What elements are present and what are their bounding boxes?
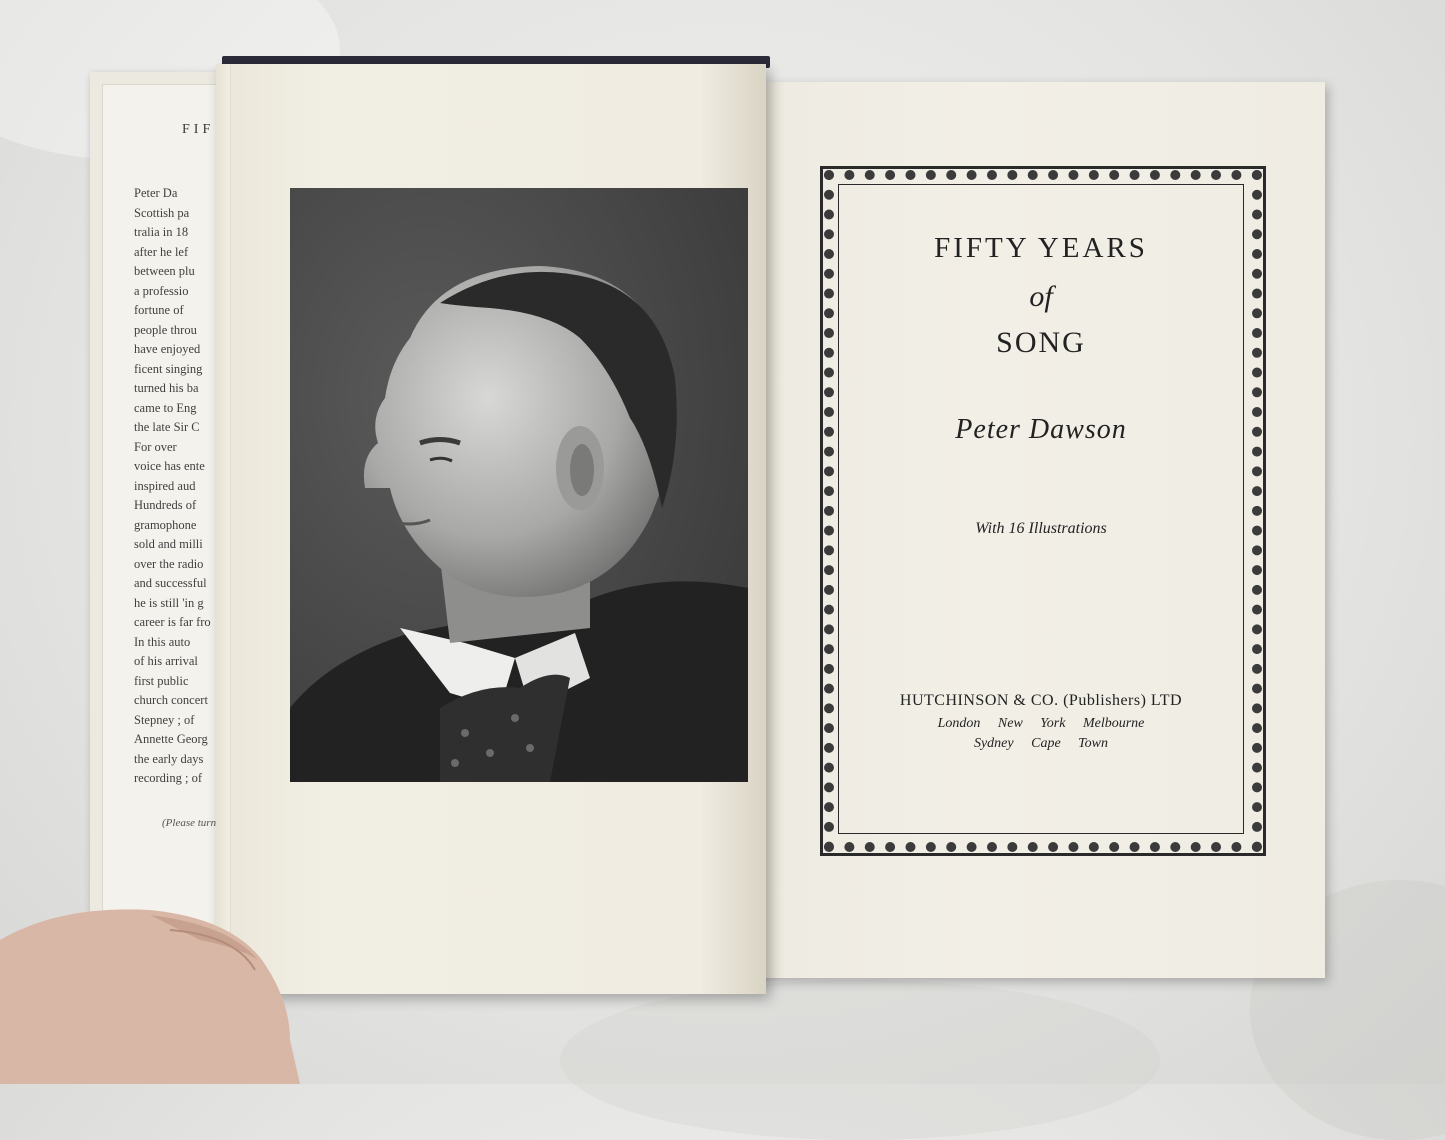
jacket-line: over the radio <box>134 556 204 571</box>
jacket-line: after he lef <box>134 244 189 259</box>
jacket-line: ficent singing <box>134 361 203 376</box>
publisher-cities-2: Sydney Cape Town <box>973 736 1109 751</box>
jacket-line: recording ; of <box>134 771 203 785</box>
title-line-1: FIFTY YEARS <box>934 232 1148 264</box>
title-line-3: SONG <box>996 326 1086 359</box>
jacket-line: people throu <box>134 322 197 337</box>
jacket-line: Hundreds of <box>134 498 197 512</box>
portrait-caption: The Author <box>456 738 526 753</box>
jacket-line: of his arrival <box>134 654 198 668</box>
jacket-line: the late Sir C <box>134 420 200 434</box>
jacket-line: Stepney ; of <box>134 712 195 727</box>
jacket-line: tralia in 18 <box>134 225 189 239</box>
jacket-line: Scottish pa <box>134 205 190 220</box>
jacket-line: inspired aud <box>134 478 196 493</box>
jacket-line: he is still 'in g <box>134 595 204 610</box>
jacket-line: For over <box>134 439 177 454</box>
jacket-line: voice has ente <box>134 459 205 473</box>
jacket-footer-fragment: (Please turn <box>162 817 217 829</box>
jacket-line: first public <box>134 673 189 688</box>
jacket-line: In this auto <box>134 634 191 649</box>
jacket-line: church concert <box>134 693 208 707</box>
jacket-line: Peter Da <box>134 186 178 200</box>
jacket-line: gramophone <box>134 517 197 532</box>
jacket-line: have enjoyed <box>134 342 201 356</box>
jacket-title-fragment: FIF <box>182 122 215 137</box>
title-line-2: of <box>1029 280 1053 313</box>
jacket-line: between plu <box>134 264 195 278</box>
illustrations-note: With 16 Illustrations <box>975 520 1107 537</box>
jacket-line: came to Eng <box>134 400 197 415</box>
jacket-line: the early days <box>134 751 204 766</box>
jacket-line: Annette Georg <box>134 732 208 746</box>
jacket-line: turned his ba <box>134 381 199 395</box>
author-name: Peter Dawson <box>955 414 1127 445</box>
jacket-line: and successful <box>134 576 207 590</box>
jacket-line: career is far fro <box>134 615 211 629</box>
jacket-line: sold and milli <box>134 537 203 551</box>
jacket-line: fortune of <box>134 303 184 317</box>
jacket-line: a professio <box>134 283 189 298</box>
publisher-cities-1: London New York Melbourne <box>937 716 1145 731</box>
publisher-name: HUTCHINSON & CO. (Publishers) LTD <box>899 692 1183 709</box>
